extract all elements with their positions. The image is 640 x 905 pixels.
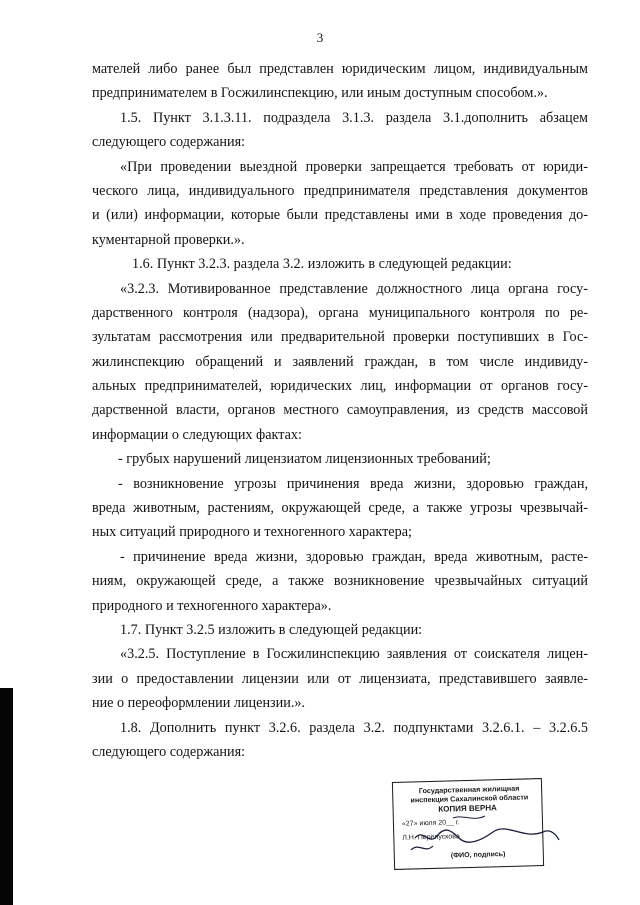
text-line: «При проведении выездной проверки запрещается требовать от юриди-: [120, 158, 588, 175]
text-line: - грубых нарушений лицензиатом лицензионных требований;: [118, 451, 491, 468]
text-line: ниям, окружающей среде, а также возникновение чрезвычайных ситуаций: [92, 573, 588, 590]
text-line: - причинение вреда жизни, здоровью граждан, вреда животным, расте-: [120, 548, 588, 565]
certification-stamp: [392, 778, 544, 870]
text-line: альных предпринимателей, юридических лиц, информации от органов госу-: [92, 378, 588, 395]
stamp-signature-name: Л.Н. Перепускова: [402, 833, 460, 842]
text-line: следующего содержания:: [92, 134, 246, 151]
stamp-copy-label: КОПИЯ ВЕРНА: [438, 803, 497, 814]
text-line: вреда животным, растениям, окружающей среде, а также угрозы чрезвычай-: [92, 500, 588, 517]
text-line: дарственного контроля (надзора), органа муниципального контроля по ре-: [92, 304, 588, 321]
text-line: информации о следующих фактах:: [92, 426, 302, 443]
text-line: зультатам рассмотрения или предварительной проверки поступивших в Гос-: [92, 329, 588, 346]
document-body: [92, 57, 588, 764]
text-line: 1.7. Пункт 3.2.5 изложить в следующей редакции:: [120, 621, 423, 638]
text-line: ние о переоформлении лицензии.».: [92, 695, 306, 712]
text-line: зии о предоставлении лицензии или от лицензиата, представившего заявле-: [92, 670, 588, 687]
text-line: 1.5. Пункт 3.1.3.11. подраздела 3.1.3. раздела 3.1.дополнить абзацем: [120, 109, 588, 126]
text-line: «3.2.5. Поступление в Госжилинспекцию заявления от соискателя лицен-: [120, 646, 588, 663]
text-line: жилинспекцию обращений и заявлений граждан, в том числе индивиду-: [92, 353, 588, 370]
page-number: 3: [316, 30, 324, 45]
text-line: ных ситуаций природного и техногенного характера;: [92, 524, 412, 541]
text-line: ческого лица, индивидуального предпринимателя представления документов: [92, 182, 588, 199]
text-line: 1.6. Пункт 3.2.3. раздела 3.2. изложить в следующей редакции:: [132, 256, 512, 273]
text-line: и (или) информации, которые были представлены ими в ходе проведения до-: [92, 207, 588, 224]
stamp-date: «27» июля 20__ г.: [401, 819, 460, 828]
text-line: предпринимателем в Госжилинспекцию, или иным доступным способом.».: [92, 85, 548, 102]
text-line: следующего содержания:: [92, 743, 246, 760]
text-line: 1.8. Дополнить пункт 3.2.6. раздела 3.2. подпунктами 3.2.6.1. – 3.2.6.5: [120, 719, 588, 736]
stamp-organization: Государственная жилищная инспекция Сахалинской области: [410, 783, 529, 804]
scan-edge-bar: [0, 688, 13, 905]
text-line: - возникновение угрозы причинения вреда жизни, здоровью граждан,: [118, 475, 588, 492]
text-line: природного и техногенного характера».: [92, 597, 332, 614]
text-line: кументарной проверки.».: [92, 231, 245, 248]
text-line: дарственной власти, органов местного самоуправления, из средств массовой: [92, 402, 588, 419]
text-line: мателей либо ранее был представлен юридическим лицом, индивидуальным: [92, 61, 588, 77]
text-line: «3.2.3. Мотивированное представление должностного лица органа госу-: [120, 280, 588, 297]
stamp-fio-label: (ФИО, подпись): [450, 851, 506, 860]
